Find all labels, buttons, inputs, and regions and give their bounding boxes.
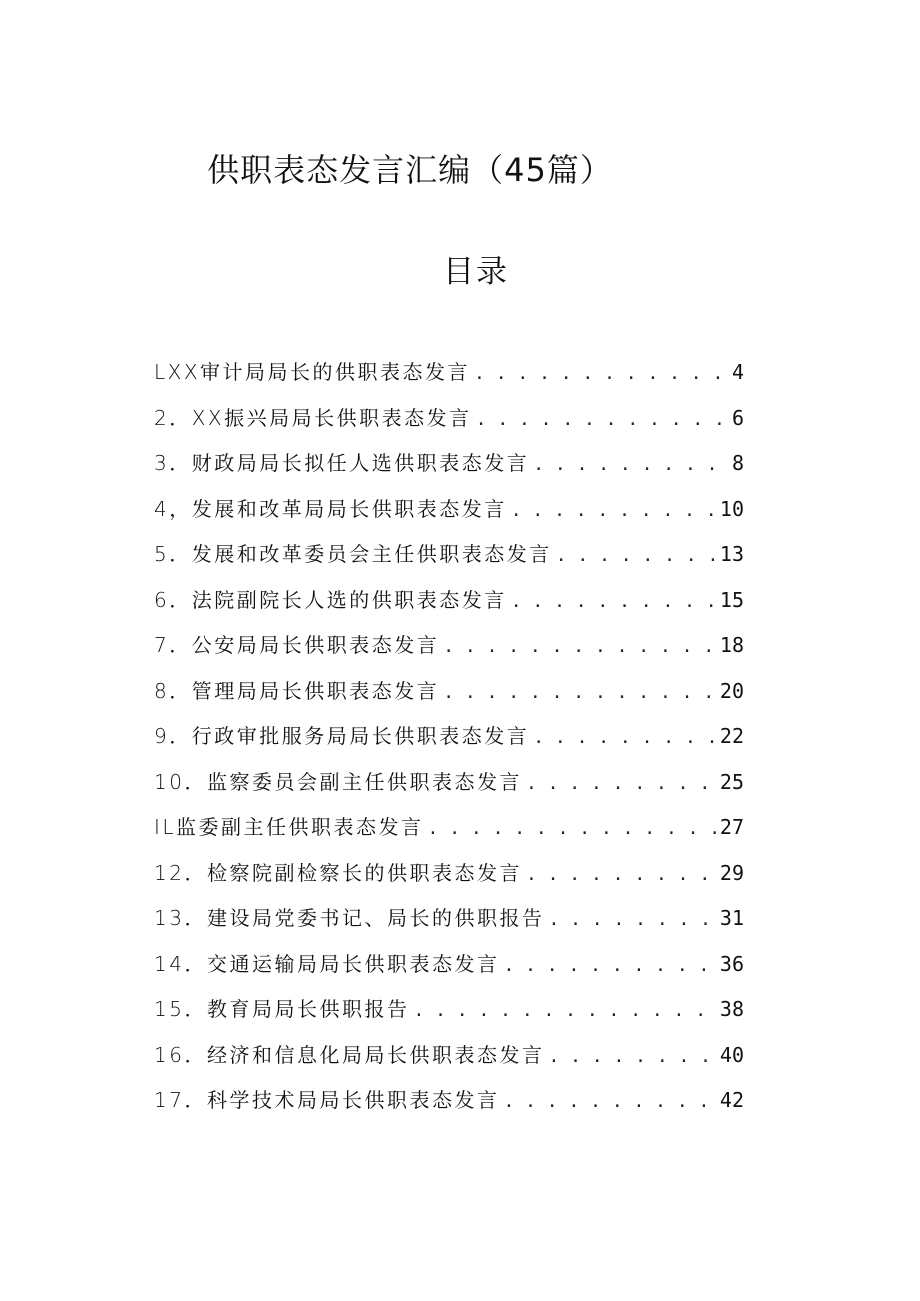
toc-entry[interactable] [154,805,744,851]
toc-entry-label: 2．XX振兴局局长供职表态发言 [154,405,472,430]
toc-heading: 目录 [443,254,509,290]
toc-entry[interactable] [154,396,744,442]
toc-entry-page: 27 [719,815,744,839]
toc-dot-leader [552,533,718,579]
toc-entry-page: 20 [719,678,744,703]
toc-entry[interactable] [154,1078,744,1124]
toc-entry-page: 15 [719,587,744,612]
toc-dot-leader [424,806,718,852]
toc-entry-page: 18 [719,633,744,657]
table-of-contents [154,350,744,1124]
toc-entry-page: 13 [719,542,744,566]
toc-entry-label: 9．行政审批服务局局长供职表态发言 [154,724,530,748]
toc-entry[interactable] [154,942,744,988]
toc-entry-label: 3．财政局局长拟任人选供职表态发言 [154,451,530,475]
toc-entry[interactable] [154,1033,744,1079]
toc-entry-label: 10．监察委员会副主任供职表态发言 [154,769,522,794]
toc-entry[interactable] [154,441,744,487]
toc-dot-leader [544,897,717,943]
toc-dot-leader [507,579,718,625]
toc-dot-leader [472,397,730,443]
toc-entry-label: IL监委副主任供职表态发言 [154,815,424,839]
toc-entry[interactable] [154,896,744,942]
toc-dot-leader [470,351,730,397]
toc-entry-label: 14．交通运输局局长供职表态发言 [154,951,500,976]
document-title: 供职表态发言汇编（45篇） [207,151,613,189]
toc-entry-label: 7．公安局局长供职表态发言 [154,633,440,657]
toc-entry[interactable] [154,487,744,533]
toc-entry-page: 40 [719,1042,744,1067]
toc-entry-page: 31 [719,906,744,930]
toc-entry[interactable] [154,669,744,715]
toc-entry-label: 5．发展和改革委员会主任供职表态发言 [154,542,552,566]
toc-entry-label: LXX审计局局长的供职表态发言 [154,360,471,384]
toc-entry-page: 38 [719,997,744,1021]
toc-entry[interactable] [154,851,744,897]
toc-dot-leader [499,1079,717,1125]
toc-entry[interactable] [154,350,744,396]
toc-dot-leader [522,852,718,898]
toc-entry[interactable] [154,987,744,1033]
toc-entry[interactable] [154,714,744,760]
toc-entry-page: 6 [731,405,744,430]
toc-entry-page: 29 [719,860,744,885]
toc-entry-page: 42 [719,1088,744,1112]
toc-dot-leader [439,624,718,670]
toc-dot-leader [499,943,717,989]
toc-entry-label: 15．教育局局长供职报告 [154,997,410,1021]
toc-entry-label: 13．建设局党委书记、局长的供职报告 [154,906,545,930]
toc-dot-leader [529,442,730,488]
toc-entry-label: 8．管理局局长供职表态发言 [154,678,440,703]
toc-dot-leader [544,1034,717,1080]
toc-entry-label: 6．法院副院长人选的供职表态发言 [154,587,507,612]
toc-dot-leader [439,670,718,716]
toc-dot-leader [522,761,718,807]
toc-entry-label: 12．检察院副检察长的供职表态发言 [154,860,522,885]
toc-entry-page: 22 [719,724,744,748]
toc-dot-leader [409,988,717,1034]
toc-entry[interactable] [154,578,744,624]
toc-entry-label: 17．科学技术局局长供职表态发言 [154,1088,500,1112]
toc-entry[interactable] [154,532,744,578]
toc-entry-page: 8 [731,451,744,475]
toc-dot-leader [507,488,718,534]
toc-entry-label: 4，发展和改革局局长供职表态发言 [154,496,507,521]
toc-dot-leader [529,715,718,761]
toc-entry-page: 25 [719,769,744,794]
toc-entry-label: 16．经济和信息化局局长供职表态发言 [154,1042,545,1067]
toc-entry-page: 4 [731,360,744,384]
toc-entry-page: 36 [719,951,744,976]
toc-entry[interactable] [154,760,744,806]
toc-entry[interactable] [154,623,744,669]
toc-entry-page: 10 [719,496,744,521]
